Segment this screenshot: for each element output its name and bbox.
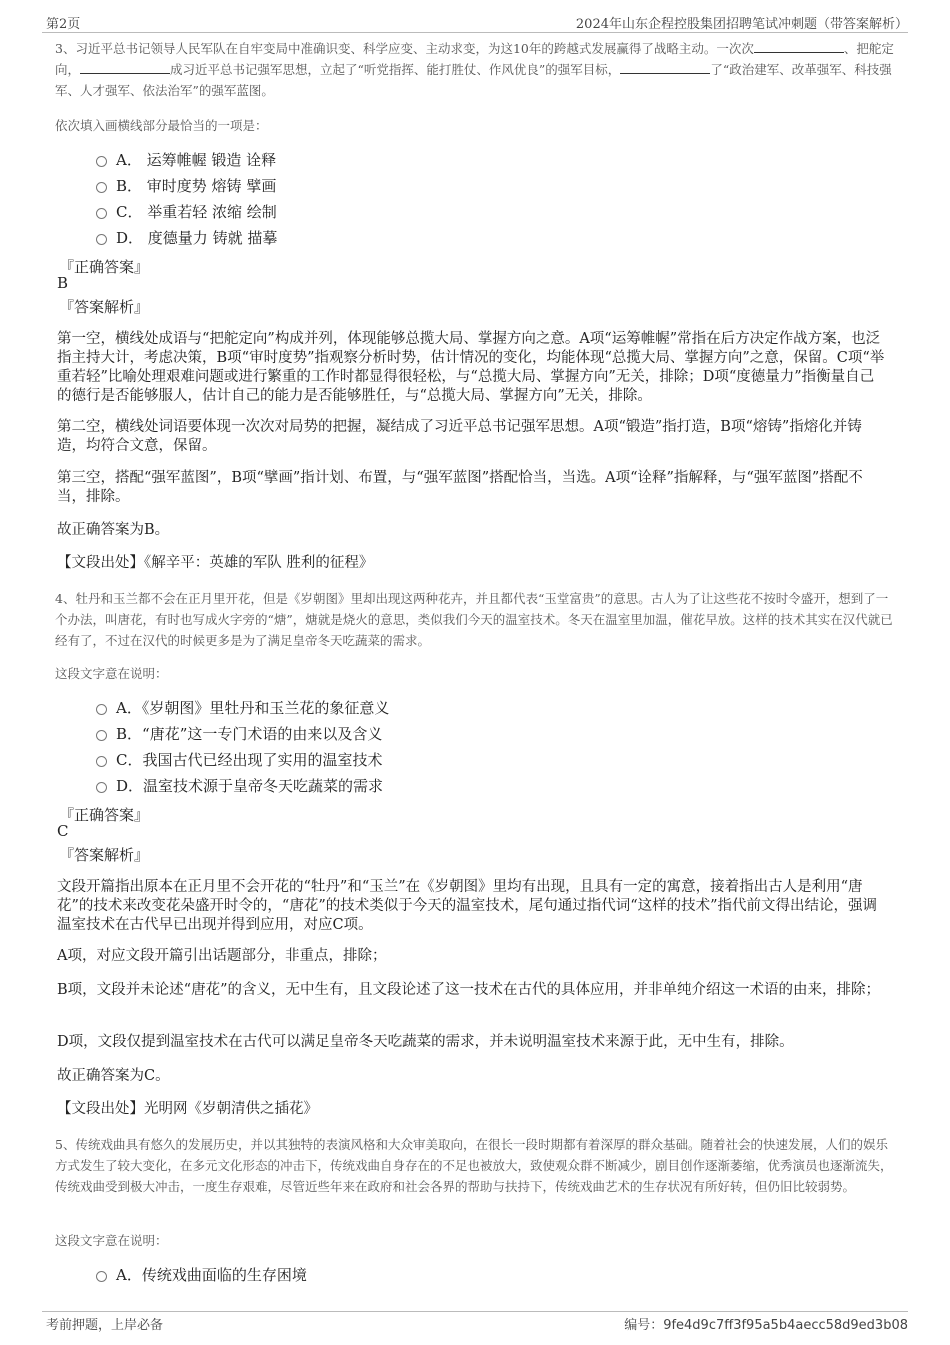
q3-source: 【文段出处】《解辛平：英雄的军队 胜利的征程》: [57, 555, 374, 571]
q3-blank-2: [80, 61, 170, 74]
q3-stem-part-b: 、把舵定向，: [55, 41, 894, 77]
q4-analysis-5: 故正确答案为C。: [57, 1068, 170, 1084]
radio-icon[interactable]: [96, 156, 107, 167]
q3-option-a[interactable]: A． 运筹帷幄 锻造 诠释: [96, 149, 276, 170]
page-number: 第2页: [46, 17, 81, 32]
q5-option-a[interactable]: A．传统戏曲面临的生存困境: [96, 1264, 307, 1285]
q4-analysis-3: B项，文段并未论述“唐花”的含义，无中生有，且文段论述了这一技术在古代的具体应用，并非单纯介绍这一术语的由来，排除；: [57, 982, 880, 998]
radio-icon[interactable]: [96, 756, 107, 767]
radio-icon[interactable]: [96, 782, 107, 793]
q3-stem: [55, 38, 900, 101]
q5-prompt: 这段文字意在说明：: [55, 1233, 168, 1248]
radio-icon[interactable]: [96, 234, 107, 245]
q4-prompt: 这段文字意在说明：: [55, 666, 168, 681]
radio-icon[interactable]: [96, 730, 107, 741]
q4-option-d[interactable]: D．温室技术源于皇帝冬天吃蔬菜的需求: [96, 775, 383, 796]
q3-option-c[interactable]: C． 举重若轻 浓缩 绘制: [96, 201, 277, 222]
q3-stem-part-a: 3、习近平总书记领导人民军队在自牢变局中准确识变、科学应变、主动求变，为这10年的跨越式发展赢得了战略主动。一次次: [55, 41, 754, 56]
q4-source: 【文段出处】光明网《岁朝清供之插花》: [57, 1101, 318, 1117]
q3-blank-3: [620, 61, 710, 74]
q4-answer-label: 『正确答案』: [59, 806, 150, 824]
q4-analysis-4: D项，文段仅提到温室技术在古代可以满足皇帝冬天吃蔬菜的需求，并未说明温室技术来源于此，无中生有，排除。: [57, 1034, 794, 1050]
q3-option-d[interactable]: D． 度德量力 铸就 描摹: [96, 227, 277, 248]
page-header: [0, 0, 950, 34]
q3-analysis-2: 第二空，横线处词语要体现一次次对局势的把握，凝结成了习近平总书记强军思想。A项“锻造”指打造，B项“熔铸”指熔化并铸造，均符合文意，保留。: [57, 419, 862, 454]
q4-stem: 4、牡丹和玉兰都不会在正月里开花，但是《岁朝图》里却出现这两种花卉，并且都代表“玉堂富贵”的意思。古人为了让这些花不按时令盛开，想到了一个办法，叫唐花，有时也写成火字旁的“煻”，煻就是烧火的意思，类似我们今天的温室技术。冬天在温室里加温，催花早放。这样的技术其实在汉代就已经有了，不过在汉代的时候更多是为了满足皇帝冬天吃蔬菜的需求。: [55, 591, 893, 648]
footer-slogan: 考前押题，上岸必备: [46, 1318, 164, 1333]
q4-option-a[interactable]: A．《岁朝图》里牡丹和玉兰花的象征意义: [96, 697, 389, 718]
q4-answer: C: [57, 822, 69, 840]
header-divider: [42, 32, 908, 33]
q4-analysis-label: 『答案解析』: [59, 846, 150, 864]
q4-option-c[interactable]: C．我国古代已经出现了实用的温室技术: [96, 749, 382, 770]
document-title: 2024年山东企程控股集团招聘笔试冲刺题（带答案解析）: [575, 17, 908, 32]
q3-blank-1: [754, 40, 844, 53]
q3-analysis-3: 第三空，搭配“强军蓝图”，B项“擘画”指计划、布置，与“强军蓝图”搭配恰当，当选。A项“诠释”指解释，与“强军蓝图”搭配不当，排除。: [57, 470, 863, 505]
q4-analysis-2: A项，对应文段开篇引出话题部分，非重点，排除；: [57, 948, 387, 964]
q3-prompt: 依次填入画横线部分最恰当的一项是：: [55, 118, 268, 133]
q3-analysis-1: 第一空，横线处成语与“把舵定向”构成并列，体现能够总揽大局、掌握方向之意。A项“运筹帷幄”常指在后方决定作战方案，也泛指主持大计，考虑决策，B项“审时度势”指观察分析时势，估计情况的变化，均能体现“总揽大局、掌握方向”之意，保留。C项“举重若轻”比喻处理艰难问题或进行繁重的工作时都显得很轻松，与“总揽大局、掌握方向”无关，排除；D项“度德量力”指衡量自己的德行是否能够服人，估计自己的能力是否能够胜任，与“总揽大局、掌握方向”无关，排除。: [57, 331, 885, 404]
q5-stem: 5、传统戏曲具有悠久的发展历史，并以其独特的表演风格和大众审美取向，在很长一段时期都有着深厚的群众基础。随着社会的快速发展，人们的娱乐方式发生了较大变化，在多元文化形态的冲击下，传统戏曲自身存在的不足也被放大，致使观众群不断减少，剧目创作逐渐萎缩，优秀演员也逐渐流失，传统戏曲受到极大冲击，一度生存艰难，尽管近些年来在政府和社会各界的帮助与扶持下，传统戏曲艺术的生存状况有所好转，但仍旧比较弱势。: [55, 1137, 893, 1194]
q3-answer-label: 『正确答案』: [59, 258, 150, 276]
footer-divider: [42, 1311, 908, 1312]
q3-analysis-label: 『答案解析』: [59, 298, 150, 316]
radio-icon[interactable]: [96, 704, 107, 715]
q4-option-b[interactable]: B．“唐花”这一专门术语的由来以及含义: [96, 723, 382, 744]
q3-answer: B: [57, 274, 69, 292]
document-id: 编号：9fe4d9c7ff3f95a5b4aecc58d9ed3b08: [624, 1318, 908, 1333]
q3-analysis-4: 故正确答案为B。: [57, 522, 170, 538]
radio-icon[interactable]: [96, 208, 107, 219]
q3-stem-part-d: 了“政治建军、改革强军、科技强军、人才强军、依法治军”的强军蓝图。: [55, 62, 892, 98]
q4-analysis-1: 文段开篇指出原本在正月里不会开花的“牡丹”和“玉兰”在《岁朝图》里均有出现，且具有一定的寓意，接着指出古人是利用“唐花”的技术来改变花朵盛开时令的，“唐花”的技术类似于今天的温室技术，尾句通过指代词“这样的技术”指代前文得出结论，强调温室技术在古代早已出现并得到应用，对应C项。: [57, 879, 878, 933]
q3-option-b[interactable]: B． 审时度势 熔铸 擘画: [96, 175, 276, 196]
radio-icon[interactable]: [96, 182, 107, 193]
radio-icon[interactable]: [96, 1271, 107, 1282]
q3-stem-part-c: 成习近平总书记强军思想，立起了“听党指挥、能打胜仗、作风优良”的强军目标，: [170, 62, 621, 77]
